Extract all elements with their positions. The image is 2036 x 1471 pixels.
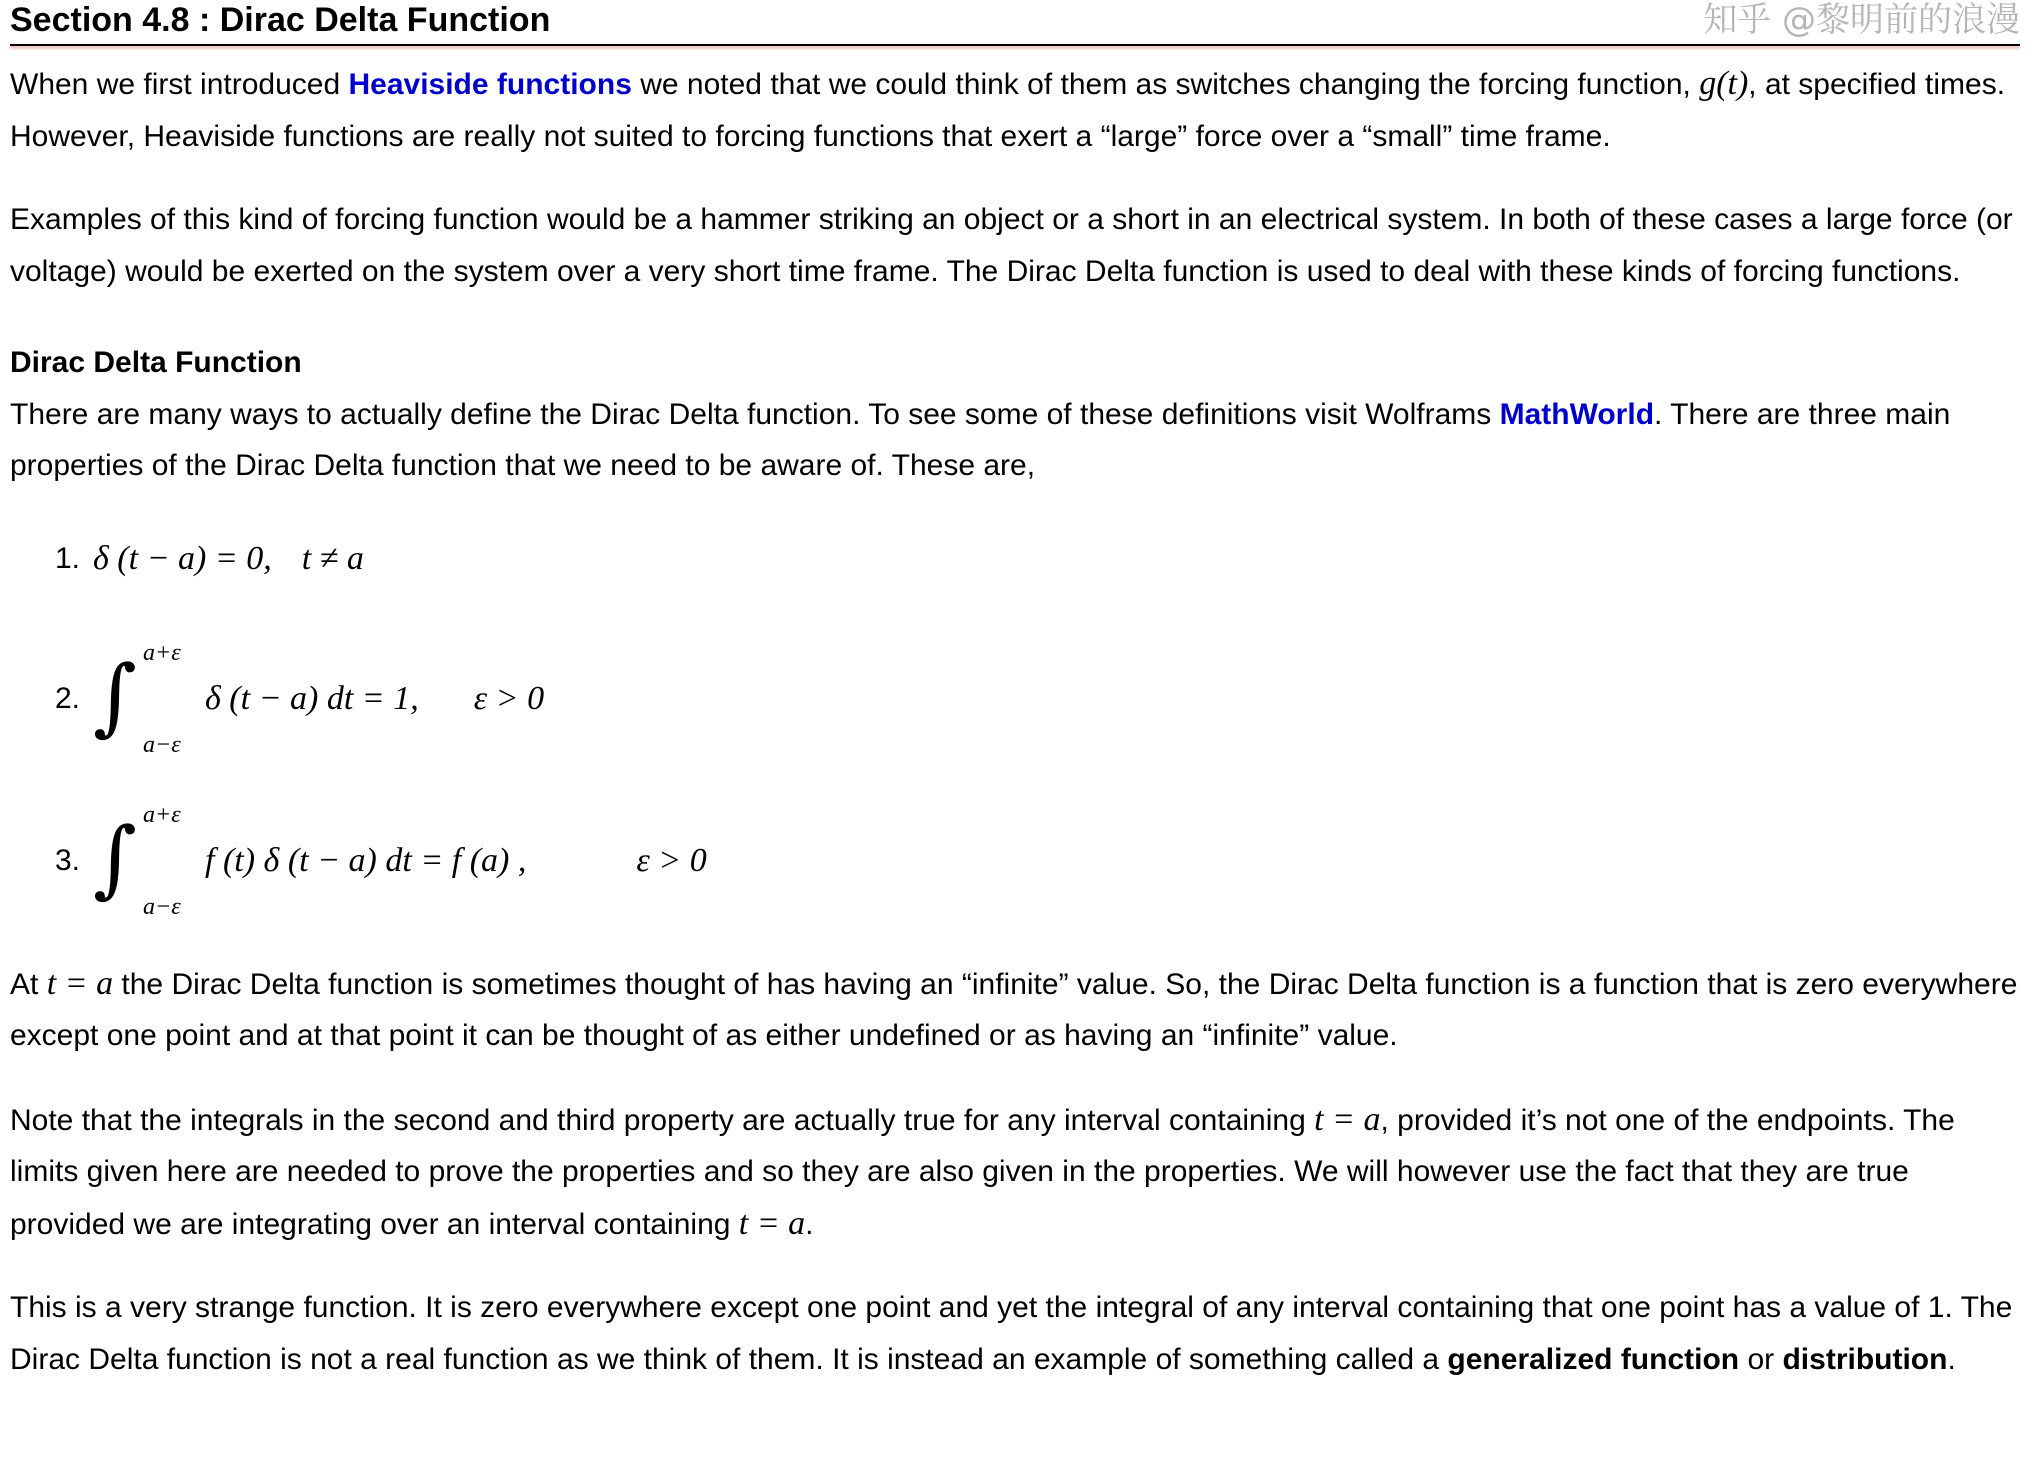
condition: ε > 0: [473, 679, 545, 717]
text: There are many ways to actually define the Dirac Delta function. To see some of these definitions visit Wolframs: [10, 397, 1500, 431]
mathworld-link[interactable]: MathWorld: [1499, 397, 1655, 431]
infinite-value-paragraph: [10, 958, 2026, 1062]
lower-limit: a−ε: [143, 731, 181, 758]
text: When we first introduced: [10, 68, 349, 101]
title-bar: [10, 0, 2020, 40]
text: Note that the integrals in the second and third property are actually true for any interval containing: [10, 1103, 1315, 1137]
heaviside-link[interactable]: Heaviside functions: [348, 68, 632, 101]
math-inline: t = a: [46, 964, 114, 1002]
integral: [93, 801, 205, 921]
integral-sign-icon: ∫: [93, 646, 137, 745]
equation: f (t) δ (t − a) dt = f (a) ,: [205, 841, 527, 879]
strange-function-paragraph: [10, 1282, 2026, 1385]
text: the Dirac Delta function is sometimes thought of has having an “infinite” value. So, the Dirac Delta function is a function that is zero everywhere except one point and at that point it can be thought of as either undefined or as having an “infinite” value.: [10, 967, 2018, 1052]
list-number: 2.: [55, 681, 81, 715]
math-inline: g(t): [1699, 65, 1749, 102]
text: we noted that we could think of them as switches changing the forcing function,: [631, 68, 1700, 101]
math-inline: t = a: [1314, 1100, 1381, 1138]
text: .: [1947, 1342, 1956, 1376]
text: This is a very strange function. It is zero everywhere except one point and yet the integral of any interval containing that one point has a value of 1. The Dirac Delta function is not a real function as we think of them. It is instead an example of something called a: [10, 1291, 2013, 1376]
bold-term: generalized function: [1447, 1342, 1740, 1376]
lower-limit: a−ε: [143, 893, 181, 920]
property-2: [55, 634, 2026, 764]
text: .: [805, 1207, 814, 1241]
section-heading: Dirac Delta Function: [10, 346, 302, 379]
text: , provided it’s not one of the endpoints. The limits given here are needed to prove the properties and so they are also given in the properties. We will however use the fact that they are true provided we are integrating over an interval containing: [10, 1103, 1955, 1241]
equation: δ (t − a) = 0,: [93, 539, 272, 577]
bold-term: distribution: [1782, 1342, 1948, 1376]
text: , at specified times. However, Heaviside functions are really not suited to forcing functions that exert a “large” force over a “small” time frame.: [10, 68, 2006, 153]
math-inline: t = a: [738, 1204, 806, 1242]
upper-limit: a+ε: [143, 639, 181, 666]
condition: ε > 0: [636, 841, 707, 879]
upper-limit: a+ε: [143, 801, 181, 828]
integral: [93, 639, 205, 759]
definition-paragraph: [10, 389, 2026, 492]
property-3: [55, 796, 2026, 926]
property-1: [55, 524, 2026, 594]
list-number: 1.: [55, 541, 81, 575]
condition: t ≠ a: [301, 539, 364, 577]
list-number: 3.: [55, 843, 81, 877]
text: . There are three main properties of the Dirac Delta function that we need to be aware of. These are,: [10, 397, 1951, 482]
properties-list: [10, 524, 2026, 926]
text: or: [1739, 1342, 1783, 1376]
intro-paragraph: [10, 58, 2026, 162]
text: At: [10, 967, 47, 1001]
page-title: Section 4.8 : Dirac Delta Function: [10, 1, 551, 39]
integral-note-paragraph: [10, 1094, 2026, 1251]
examples-paragraph: Examples of this kind of forcing function would be a hammer striking an object or a short in an electrical system. In both of these cases a large force (or voltage) would be exerted on the system over a very short time frame. The Dirac Delta function is used to deal with these kinds of forcing functions.: [10, 203, 2013, 288]
title-divider: [10, 44, 2020, 46]
watermark: 知乎 @黎明前的浪漫: [1703, 0, 2020, 40]
equation: δ (t − a) dt = 1,: [205, 679, 419, 717]
integral-sign-icon: ∫: [93, 808, 137, 907]
